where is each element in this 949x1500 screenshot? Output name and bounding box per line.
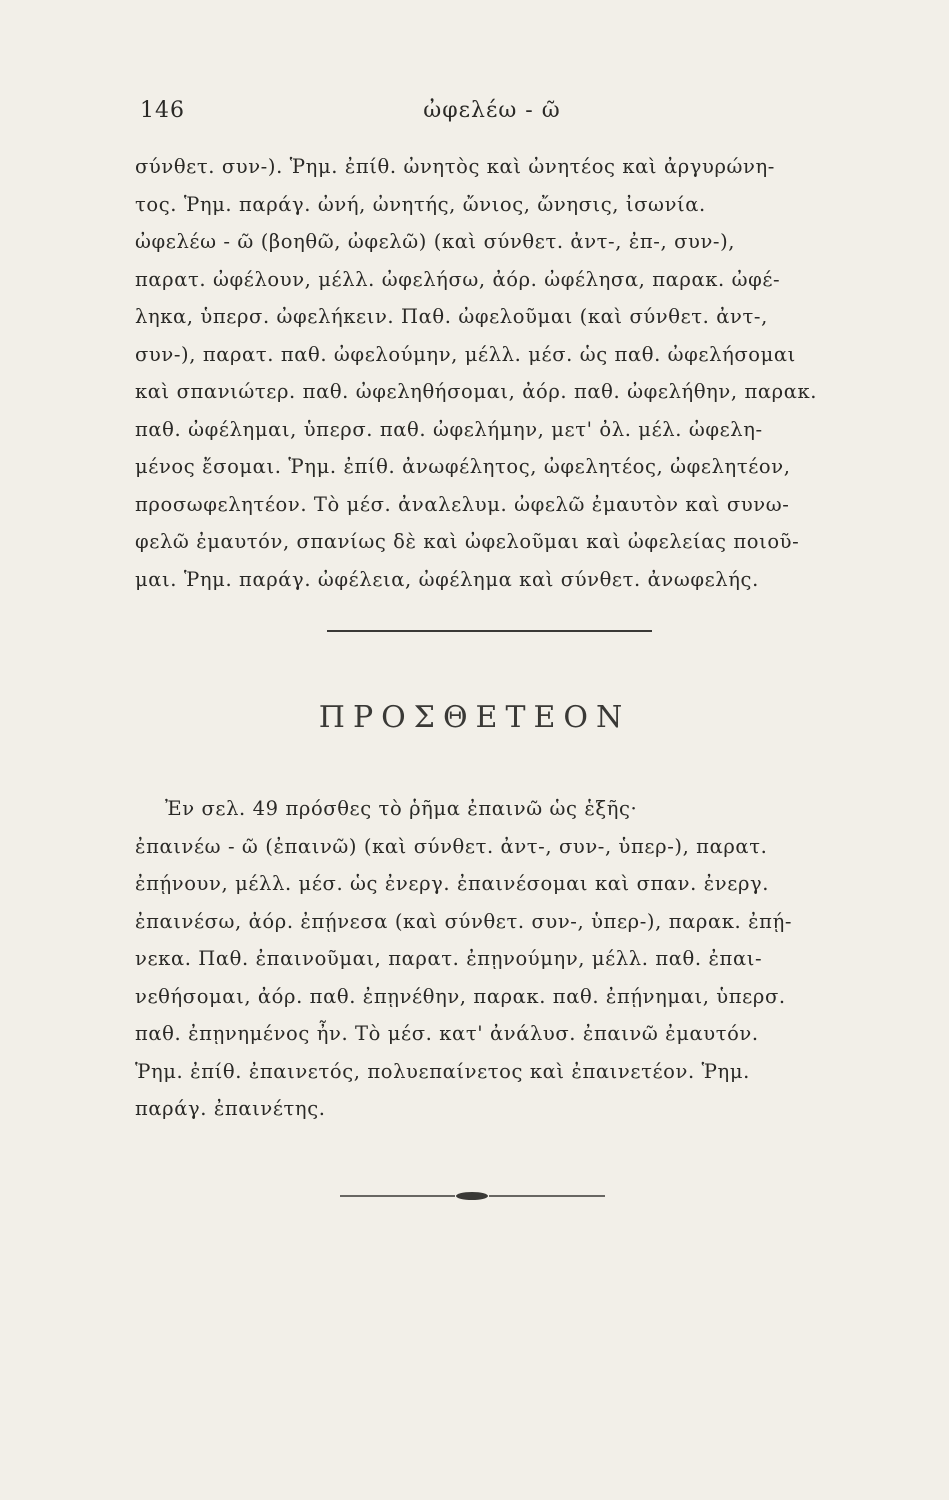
text-line: παθ. ὠφέλημαι, ὑπερσ. παθ. ὠφελήμην, μετ' ὀλ. μέλ. ὠφελη- <box>135 417 763 441</box>
text-line: μένος ἔσομαι. Ῥημ. ἐπίθ. ἀνωφέλητος, ὠφελητέος, ὠφελητέον, <box>135 455 791 478</box>
text-line: παράγ. ἐπαινέτης. <box>135 1097 326 1120</box>
text-line: Ῥημ. ἐπίθ. ἐπαινετός, πολυεπαίνετος καὶ ἐπαινετέον. Ῥημ. <box>135 1059 750 1083</box>
text-line: ὠφελέω - ῶ (βοηθῶ, ὠφελῶ) (καὶ σύνθετ. ἀντ-, ἐπ-, συν-), <box>135 230 736 253</box>
text-line: ἐπῄνουν, μέλλ. μέσ. ὡς ἐνεργ. ἐπαινέσομαι καὶ σπαν. ἐνεργ. <box>135 872 770 895</box>
addendum-text <box>135 790 855 1128</box>
running-head: ὠφελέω - ῶ <box>423 98 561 123</box>
page-number: 146 <box>140 98 185 123</box>
text-line: καὶ σπανιώτερ. παθ. ὠφεληθήσομαι, ἀόρ. παθ. ὠφελήθην, παρακ. <box>135 380 818 403</box>
text-line: ἐπαινέω - ῶ (ἐπαινῶ) (καὶ σύνθετ. ἀντ-, συν-, ὑπερ-), παρατ. <box>135 834 768 858</box>
text-line: συν-), παρατ. παθ. ὠφελούμην, μέλλ. μέσ. ὡς παθ. ὠφελήσομαι <box>135 342 796 366</box>
text-line: ἐπαινέσω, ἀόρ. ἐπῄνεσα (καὶ σύνθετ. συν-, ὑπερ-), παρακ. ἐπῄ- <box>135 909 793 933</box>
section-divider-rule <box>327 630 652 632</box>
text-line: παθ. ἐπῃνημένος ἦν. Τὸ μέσ. κατ' ἀνάλυσ. ἐπαινῶ ἐμαυτόν. <box>135 1022 759 1045</box>
page-header <box>130 98 854 128</box>
text-line: τος. Ῥημ. παράγ. ὠνή, ὠνητής, ὤνιος, ὤνησις, ἰσωνία. <box>135 192 706 216</box>
text-line: Ἐν σελ. 49 πρόσθες τὸ ῥῆμα ἐπαινῶ ὡς ἑξῆς· <box>165 797 638 820</box>
section-heading: ΠΡΟΣΘΕΤΕΟΝ <box>318 700 631 735</box>
text-line: νεκα. Παθ. ἐπαινοῦμαι, παρατ. ἐπῃνούμην, μέλλ. παθ. ἐπαι- <box>135 947 763 970</box>
text-line: παρατ. ὠφέλουν, μέλλ. ὠφελήσω, ἀόρ. ὠφέλησα, παρακ. ὠφέ- <box>135 267 781 291</box>
text-line: νεθήσομαι, ἀόρ. παθ. ἐπῃνέθην, παρακ. παθ. ἐπῄνημαι, ὑπερσ. <box>135 984 786 1008</box>
text-line: μαι. Ῥημ. παράγ. ὠφέλεια, ὠφέλημα καὶ σύνθετ. ἀνωφελής. <box>135 567 759 591</box>
dictionary-entry-text <box>135 148 855 598</box>
text-line: ληκα, ὑπερσ. ὠφελήκειν. Παθ. ὠφελοῦμαι (καὶ σύνθετ. ἀντ-, <box>135 305 768 328</box>
text-line: προσωφελητέον. Τὸ μέσ. ἀναλελυμ. ὠφελῶ ἐμαυτὸν καὶ συνω- <box>135 492 790 516</box>
end-ornament <box>340 1190 605 1202</box>
text-line: σύνθετ. συν-). Ῥημ. ἐπίθ. ὠνητὸς καὶ ὠνητέος καὶ ἀργυρώνη- <box>135 155 775 178</box>
text-line: φελῶ ἐμαυτόν, σπανίως δὲ καὶ ὠφελοῦμαι καὶ ὠφελείας ποιοῦ- <box>135 530 800 553</box>
